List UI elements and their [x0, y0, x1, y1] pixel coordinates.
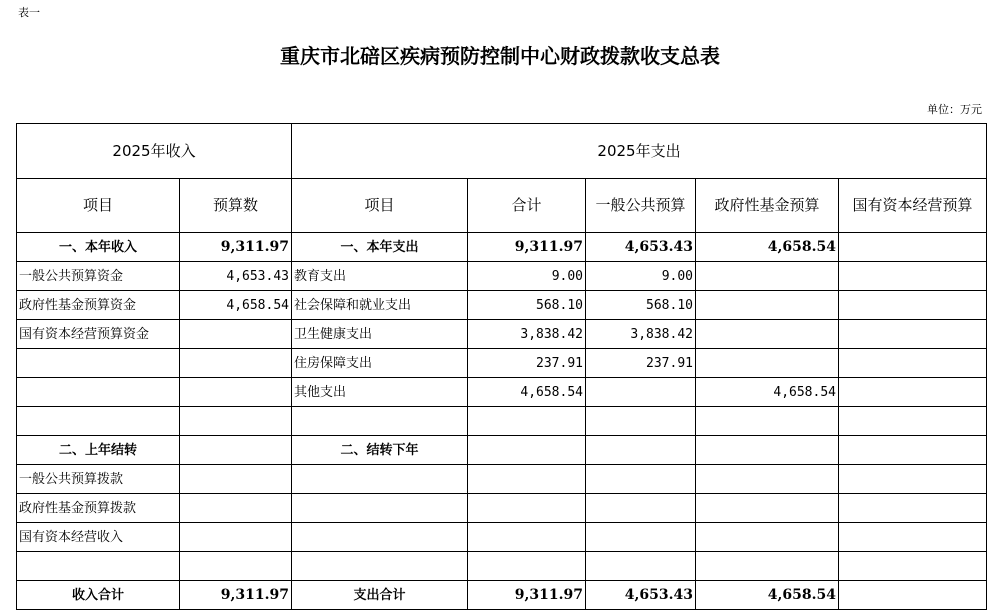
cell-fund-budget	[696, 436, 839, 465]
cell-text: 9,311.97	[220, 587, 289, 603]
cell-text: 一、本年收入	[58, 239, 137, 255]
cell-income-item	[17, 494, 180, 523]
cell-expense-item	[292, 436, 468, 465]
cell-total	[468, 291, 586, 320]
page-title: 重庆市北碚区疾病预防控制中心财政拨款收支总表	[280, 44, 720, 68]
table-row	[17, 233, 987, 262]
expense-group-header: 2025年支出	[292, 124, 987, 179]
cell-text: 其他支出	[294, 384, 347, 400]
cell-text: 4,658.54	[226, 297, 289, 313]
col-header-expense-item: 项目	[292, 179, 468, 233]
budget-table	[16, 123, 987, 610]
cell-state-capital-budget	[839, 378, 987, 407]
cell-fund-budget	[696, 378, 839, 407]
cell-expense-item	[292, 523, 468, 552]
cell-state-capital-budget	[839, 407, 987, 436]
cell-expense-item	[292, 494, 468, 523]
cell-general-budget	[586, 378, 696, 407]
cell-text: 9.00	[661, 268, 693, 284]
cell-text: 9,311.97	[514, 239, 583, 255]
table-row	[17, 262, 987, 291]
cell-text: 二、上年结转	[58, 442, 137, 458]
cell-text: 国有资本经营收入	[19, 529, 124, 545]
cell-general-budget	[586, 407, 696, 436]
cell-income-item	[17, 378, 180, 407]
cell-text: 住房保障支出	[294, 355, 373, 371]
col-header-state-capital-budget: 国有资本经营预算	[839, 179, 987, 233]
cell-text: 4,658.54	[773, 384, 836, 400]
cell-expense-item	[292, 465, 468, 494]
cell-text: 社会保障和就业支出	[294, 297, 412, 313]
cell-income-budget	[180, 494, 292, 523]
cell-income-item	[17, 320, 180, 349]
cell-expense-item	[292, 581, 468, 610]
cell-fund-budget	[696, 291, 839, 320]
cell-state-capital-budget	[839, 320, 987, 349]
cell-fund-budget	[696, 349, 839, 378]
table-row	[17, 291, 987, 320]
cell-general-budget	[586, 552, 696, 581]
col-header-total: 合计	[468, 179, 586, 233]
table-row	[17, 552, 987, 581]
cell-fund-budget	[696, 494, 839, 523]
cell-fund-budget	[696, 233, 839, 262]
cell-income-budget	[180, 407, 292, 436]
table-row	[17, 349, 987, 378]
cell-income-budget	[180, 465, 292, 494]
cell-text: 一、本年支出	[340, 239, 419, 255]
table-row	[17, 407, 987, 436]
cell-fund-budget	[696, 320, 839, 349]
cell-text: 4,658.54	[767, 239, 836, 255]
cell-general-budget	[586, 494, 696, 523]
cell-general-budget	[586, 523, 696, 552]
cell-total	[468, 523, 586, 552]
cell-general-budget	[586, 320, 696, 349]
table-row	[17, 320, 987, 349]
cell-expense-item	[292, 262, 468, 291]
column-header-row	[17, 179, 987, 233]
cell-income-budget	[180, 233, 292, 262]
cell-text: 收入合计	[71, 587, 124, 603]
cell-income-budget	[180, 291, 292, 320]
cell-text: 3,838.42	[520, 326, 583, 342]
cell-total	[468, 349, 586, 378]
table-row	[17, 523, 987, 552]
cell-state-capital-budget	[839, 291, 987, 320]
cell-income-budget	[180, 552, 292, 581]
cell-text: 9,311.97	[514, 587, 583, 603]
cell-general-budget	[586, 349, 696, 378]
cell-text: 政府性基金预算拨款	[19, 500, 137, 516]
cell-income-item	[17, 233, 180, 262]
cell-income-budget	[180, 378, 292, 407]
cell-total	[468, 262, 586, 291]
cell-fund-budget	[696, 262, 839, 291]
cell-text: 3,838.42	[630, 326, 693, 342]
cell-income-budget	[180, 523, 292, 552]
cell-text: 卫生健康支出	[294, 326, 373, 342]
cell-expense-item	[292, 552, 468, 581]
table-number: 表一	[18, 6, 40, 19]
income-group-header: 2025年收入	[17, 124, 292, 179]
cell-income-item	[17, 581, 180, 610]
cell-general-budget	[586, 436, 696, 465]
cell-text: 支出合计	[353, 587, 406, 603]
cell-state-capital-budget	[839, 552, 987, 581]
cell-income-item	[17, 262, 180, 291]
cell-total	[468, 320, 586, 349]
cell-text: 9.00	[551, 268, 583, 284]
cell-text: 9,311.97	[220, 239, 289, 255]
cell-expense-item	[292, 378, 468, 407]
cell-expense-item	[292, 407, 468, 436]
cell-state-capital-budget	[839, 494, 987, 523]
table-row	[17, 494, 987, 523]
cell-fund-budget	[696, 552, 839, 581]
col-header-income-item: 项目	[17, 179, 180, 233]
col-header-general-budget: 一般公共预算	[586, 179, 696, 233]
cell-general-budget	[586, 233, 696, 262]
cell-expense-item	[292, 291, 468, 320]
cell-text: 4,653.43	[226, 268, 289, 284]
cell-total	[468, 465, 586, 494]
cell-text: 568.10	[646, 297, 693, 313]
cell-state-capital-budget	[839, 262, 987, 291]
cell-state-capital-budget	[839, 523, 987, 552]
cell-text: 教育支出	[294, 268, 347, 284]
cell-total	[468, 436, 586, 465]
table-row	[17, 378, 987, 407]
cell-text: 4,658.54	[520, 384, 583, 400]
col-header-fund-budget: 政府性基金预算	[696, 179, 839, 233]
cell-text: 一般公共预算资金	[19, 268, 124, 284]
cell-expense-item	[292, 320, 468, 349]
cell-text: 4,653.43	[624, 587, 693, 603]
cell-text: 237.91	[536, 355, 583, 371]
table-row	[17, 436, 987, 465]
cell-income-budget	[180, 436, 292, 465]
table-row	[17, 465, 987, 494]
cell-text: 二、结转下年	[340, 442, 419, 458]
cell-state-capital-budget	[839, 233, 987, 262]
cell-general-budget	[586, 262, 696, 291]
cell-income-budget	[180, 581, 292, 610]
cell-text: 一般公共预算拨款	[19, 471, 124, 487]
cell-income-budget	[180, 262, 292, 291]
unit-label: 单位：万元	[927, 103, 982, 116]
cell-income-budget	[180, 320, 292, 349]
cell-general-budget	[586, 465, 696, 494]
cell-income-item	[17, 436, 180, 465]
cell-text: 568.10	[536, 297, 583, 313]
cell-fund-budget	[696, 523, 839, 552]
cell-total	[468, 378, 586, 407]
cell-fund-budget	[696, 465, 839, 494]
group-header-row	[17, 124, 987, 179]
cell-income-budget	[180, 349, 292, 378]
cell-text: 4,653.43	[624, 239, 693, 255]
col-header-income-budget: 预算数	[180, 179, 292, 233]
cell-general-budget	[586, 581, 696, 610]
cell-fund-budget	[696, 581, 839, 610]
cell-income-item	[17, 465, 180, 494]
cell-income-item	[17, 523, 180, 552]
cell-total	[468, 494, 586, 523]
cell-total	[468, 552, 586, 581]
cell-text: 4,658.54	[767, 587, 836, 603]
cell-income-item	[17, 407, 180, 436]
cell-general-budget	[586, 291, 696, 320]
cell-total	[468, 233, 586, 262]
cell-state-capital-budget	[839, 436, 987, 465]
cell-total	[468, 407, 586, 436]
table-row	[17, 581, 987, 610]
cell-text: 国有资本经营预算资金	[19, 326, 150, 342]
cell-fund-budget	[696, 407, 839, 436]
cell-text: 237.91	[646, 355, 693, 371]
cell-state-capital-budget	[839, 349, 987, 378]
cell-state-capital-budget	[839, 465, 987, 494]
cell-income-item	[17, 291, 180, 320]
cell-state-capital-budget	[839, 581, 987, 610]
cell-total	[468, 581, 586, 610]
cell-expense-item	[292, 349, 468, 378]
cell-income-item	[17, 552, 180, 581]
cell-text: 政府性基金预算资金	[19, 297, 137, 313]
cell-expense-item	[292, 233, 468, 262]
cell-income-item	[17, 349, 180, 378]
